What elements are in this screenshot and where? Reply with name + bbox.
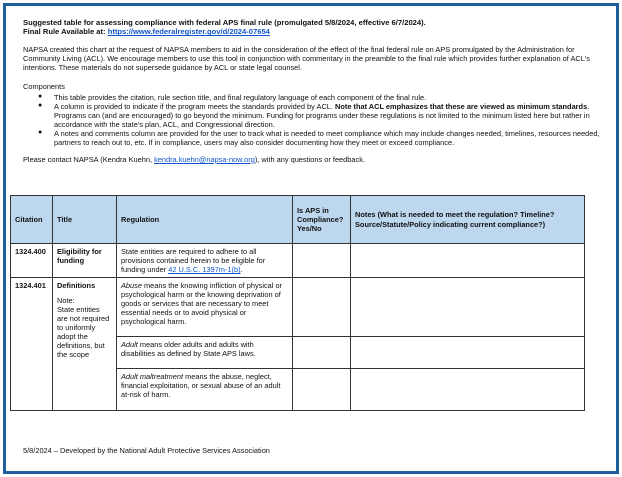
compliance-input-cell[interactable]: [293, 244, 351, 278]
bullet-text-post: . Programs can (and are encouraged) to go beyond the minimum. Funding for programs under these regulations is not limited to the minimum listed here but rather in accordance with the state's plan, ACL, and Congressional direction.: [54, 101, 590, 129]
header-title: Title: [53, 196, 117, 244]
compliance-table: [10, 195, 585, 411]
definition-text: means the abuse, neglect, financial exploitation, or sexual abuse of an adult at-risk of harm.: [121, 372, 281, 400]
notes-input-cell[interactable]: [351, 244, 585, 278]
definition-item: [117, 336, 292, 368]
table-row: [11, 278, 585, 411]
notes-input-cell[interactable]: [351, 278, 585, 411]
title-line-2: [23, 27, 601, 36]
notes-subcell[interactable]: [351, 278, 584, 336]
statute-link[interactable]: 42 U.S.C. 1397m-1(b): [168, 265, 241, 275]
defined-term: Adult maltreatment: [121, 372, 184, 382]
header-regulation: Regulation: [117, 196, 293, 244]
bullet-text-emphasis: Note that ACL emphasizes that these are viewed as minimum standards: [335, 101, 588, 111]
document-title: [23, 18, 601, 37]
rule-title: Eligibility for funding: [57, 247, 102, 266]
regulation-text: State entities are required to adhere to all provisions contained herein to be eligible for funding under: [121, 247, 266, 275]
definition-text: means older adults and adults with disabilities as defined by State APS laws.: [121, 340, 256, 359]
final-rule-link[interactable]: https://www.federalregister.gov/d/2024-07654: [107, 27, 270, 37]
defined-term: Abuse: [121, 281, 142, 291]
components-list: [23, 93, 601, 147]
regulation-text-post: .: [240, 265, 243, 275]
title-line-1: Suggested table for assessing compliance with federal APS final rule (promulgated 5/8/2024, effective 6/7/2024).: [23, 18, 426, 27]
bullet-text: A notes and comments column are provided for the user to track what is needed to meet compliance which may include changes needed, timelines, resources needed, partners to reach out to, etc. If in compliance, users may also consider documenting how they meet or exceed compliance.: [54, 128, 600, 147]
citation-cell: 1324.400: [11, 244, 53, 278]
list-item: [23, 93, 601, 102]
header-citation: Citation: [11, 196, 53, 244]
definition-item: [117, 278, 292, 336]
components-heading: Components: [23, 81, 65, 91]
title-line-2-prefix: Final Rule Available at:: [23, 27, 108, 37]
notes-subcell[interactable]: [351, 336, 584, 368]
contact-line: [23, 155, 601, 164]
bullet-icon: ●: [38, 92, 43, 100]
page-footer: 5/8/2024 – Developed by the National Adult Protective Services Association: [23, 446, 270, 455]
title-note: Note: State entities are not required to uniformly adopt the definitions, but the scope: [57, 296, 110, 360]
notes-subcell[interactable]: [351, 368, 584, 410]
compliance-subcell[interactable]: [293, 368, 350, 410]
definition-text: means the knowing infliction of physical or psychological harm or the knowing deprivation of goods or services that are necessary to meet essential needs or to avoid physical or psychological harm.: [121, 281, 283, 327]
table-header-row: [11, 196, 585, 244]
document-body: [23, 18, 601, 164]
contact-email-link[interactable]: kendra.kuehn@napsa-now.org: [154, 154, 255, 164]
intro-paragraph: NAPSA created this chart at the request of NAPSA members to aid in the consideration of the effect of the final federal rule on APS promulgated by the Administration for Community Living (ACL). We encourage members to use this tool in conjunction with commentary in the preamble to the final rule which provides further explanation of ACL's intentions. These materials do not supersede guidance by ACL or state legal counsel.: [23, 44, 590, 72]
regulation-cell: [117, 244, 293, 278]
definition-item: [117, 368, 292, 410]
title-cell: [53, 244, 117, 278]
contact-pre: Please contact NAPSA (Kendra Kuehn,: [23, 154, 155, 164]
rule-title: Definitions: [57, 281, 96, 291]
bullet-icon: ●: [38, 128, 43, 136]
regulation-cell: [117, 278, 293, 411]
bullet-icon: ●: [38, 101, 43, 109]
compliance-subcell[interactable]: [293, 336, 350, 368]
contact-post: ), with any questions or feedback.: [254, 154, 365, 164]
header-notes: Notes (What is needed to meet the regulation? Timeline? Source/Statute/Policy indicating current compliance?): [351, 196, 585, 244]
table-row: [11, 244, 585, 278]
page-border: [3, 3, 619, 474]
compliance-input-cell[interactable]: [293, 278, 351, 411]
header-compliance: Is APS in Compliance? Yes/No: [293, 196, 351, 244]
list-item: [23, 129, 601, 147]
title-cell: [53, 278, 117, 411]
bullet-text: This table provides the citation, rule section title, and final regulatory language of each component of the final rule.: [54, 92, 427, 102]
bullet-text-pre: A column is provided to indicate if the program meets the standards provided by ACL.: [54, 101, 335, 111]
compliance-subcell[interactable]: [293, 278, 350, 336]
list-item: [23, 102, 601, 129]
citation-cell: 1324.401: [11, 278, 53, 411]
defined-term: Adult: [121, 340, 138, 350]
